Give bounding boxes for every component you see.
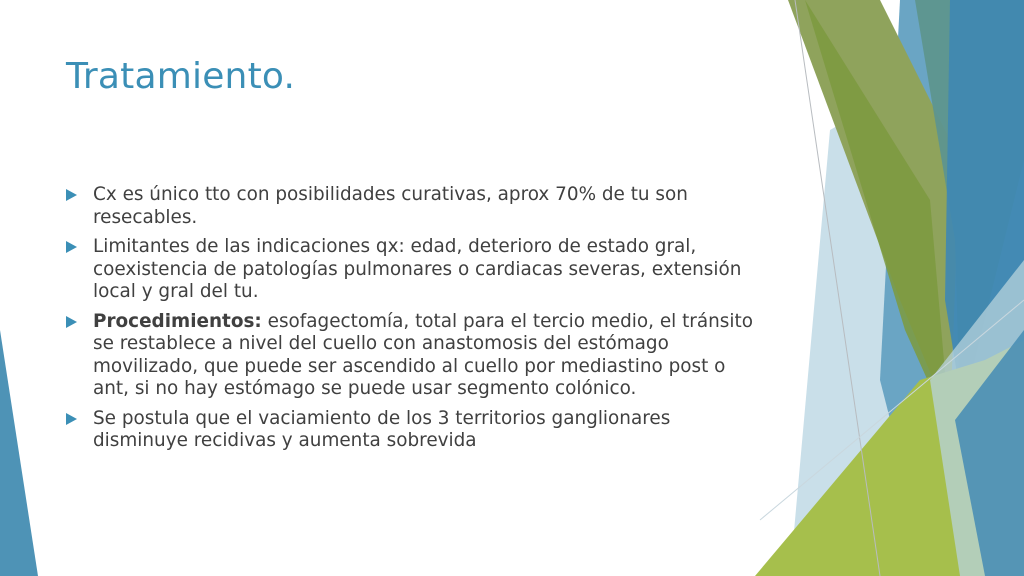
left-edge-shape	[0, 330, 38, 576]
triangle-bullet-icon	[66, 241, 77, 253]
bullet-text: Cx es único tto con posibilidades curativas, aprox 70% de tu son resecables.	[93, 184, 688, 228]
bullet-list	[66, 184, 766, 460]
triangle-bullet-icon	[66, 316, 77, 328]
bullet-text: Se postula que el vaciamiento de los 3 territorios ganglionares disminuye recidivas y aumenta sobrevida	[93, 407, 671, 451]
triangle-bullet-icon	[66, 189, 77, 201]
bullet-bold-text: Procedimientos:	[93, 310, 262, 332]
bullet-item	[66, 311, 766, 401]
bullet-item	[66, 236, 766, 304]
bullet-item	[66, 408, 766, 453]
bullet-text: esofagectomía, total para el tercio medio, el tránsito se restablece a nivel del cuello con anastomosis del estómago movilizado, que puede ser ascendido al cuello por mediastino post o ant, si no hay estómago se puede usar segmento colónico.	[93, 310, 753, 399]
slide-title: Tratamiento.	[66, 56, 296, 97]
bullet-text: Limitantes de las indicaciones qx: edad, deterioro de estado gral, coexistencia de patologías pulmonares o cardiacas severas, extensión local y gral del tu.	[93, 236, 742, 302]
bullet-item	[66, 184, 766, 229]
triangle-bullet-icon	[66, 413, 77, 425]
